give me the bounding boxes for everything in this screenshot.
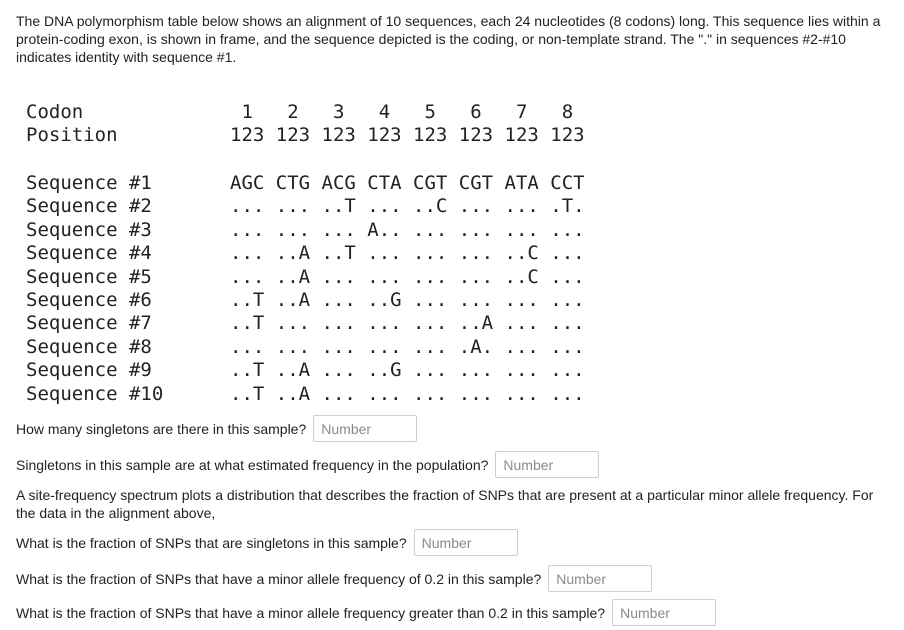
- question-text: What is the fraction of SNPs that are singletons in this sample?: [16, 534, 407, 551]
- sequence-row: [26, 266, 585, 289]
- sequence-nucleotides: ... ... ... ... ... .A. ... ...: [230, 335, 585, 358]
- codon-label: Codon: [26, 101, 84, 123]
- sequence-row: [26, 359, 585, 382]
- sfs-paragraph: A site-frequency spectrum plots a distribution that describes the fraction of SNPs that are present at a particular minor allele frequency. For the data in the alignment above,: [16, 487, 874, 521]
- sequence-label: Sequence #6: [26, 288, 152, 311]
- position-label: Position: [26, 124, 118, 147]
- position-numbers: 123 123 123 123 123 123 123 123: [230, 124, 585, 147]
- singleton-frequency-input[interactable]: [495, 451, 599, 478]
- sequence-label: Sequence #3: [26, 218, 152, 241]
- sequence-row: [26, 219, 585, 242]
- sequence-nucleotides: ... ..A ..T ... ... ... ..C ...: [230, 242, 585, 265]
- maf-gt-0.2-fraction-input[interactable]: [612, 599, 716, 626]
- question-text: Singletons in this sample are at what estimated frequency in the population?: [16, 456, 489, 473]
- sequence-label: Sequence #9: [26, 359, 152, 382]
- sequence-nucleotides: AGC CTG ACG CTA CGT CGT ATA CCT: [230, 172, 585, 194]
- alignment-header: [26, 101, 585, 148]
- sequence-label: Sequence #1: [26, 172, 152, 194]
- question-maf-0.2-fraction: [16, 565, 652, 592]
- sequence-nucleotides: ..T ..A ... ..G ... ... ... ...: [230, 288, 585, 311]
- question-singleton-frequency: [16, 451, 599, 478]
- sequence-nucleotides: ... ..A ... ... ... ... ..C ...: [230, 265, 585, 288]
- sequence-label: Sequence #5: [26, 265, 152, 288]
- sequence-row: [26, 383, 585, 406]
- question-singleton-count: [16, 415, 417, 442]
- maf-0.2-fraction-input[interactable]: [548, 565, 652, 592]
- position-header-row: [26, 124, 585, 147]
- alignment-table: [26, 172, 585, 406]
- sequence-nucleotides: ... ... ... A.. ... ... ... ...: [230, 218, 585, 241]
- intro-text: The DNA polymorphism table below shows an alignment of 10 sequences, each 24 nucleotides (8 codons) long. This sequence lies within a protein-coding exon, is shown in frame, and the sequence depicted is the coding, or non-template strand. The "." in sequences #2-#10 indicates identity with sequence #1.: [16, 13, 881, 65]
- sequence-row: [26, 289, 585, 312]
- codon-numbers: 1 2 3 4 5 6 7 8: [230, 101, 574, 123]
- singleton-count-input[interactable]: [313, 415, 417, 442]
- sequence-row: [26, 336, 585, 359]
- question-text: What is the fraction of SNPs that have a minor allele frequency greater than 0.2 in this sample?: [16, 604, 606, 621]
- question-text: How many singletons are there in this sample?: [16, 420, 307, 437]
- sequence-label: Sequence #4: [26, 242, 152, 265]
- question-text: What is the fraction of SNPs that have a minor allele frequency of 0.2 in this sample?: [16, 570, 542, 587]
- sequence-row: [26, 242, 585, 265]
- sequence-nucleotides: ..T ..A ... ..G ... ... ... ...: [230, 359, 585, 382]
- sequence-row: [26, 312, 585, 335]
- sequence-label: Sequence #8: [26, 335, 152, 358]
- sequence-nucleotides: ..T ..A ... ... ... ... ... ...: [230, 382, 585, 405]
- sequence-label: Sequence #10: [26, 382, 164, 405]
- sequence-label: Sequence #7: [26, 312, 152, 335]
- question-maf-gt-0.2-fraction: [16, 599, 716, 626]
- sequence-nucleotides: ..T ... ... ... ... ..A ... ...: [230, 312, 585, 335]
- singleton-fraction-input[interactable]: [414, 529, 518, 556]
- codon-header-row: [26, 101, 585, 124]
- question-singleton-fraction: [16, 529, 518, 556]
- sequence-nucleotides: ... ... ..T ... ..C ... ... .T.: [230, 195, 585, 218]
- sequence-row: [26, 172, 585, 195]
- sequence-label: Sequence #2: [26, 195, 152, 218]
- sequence-row: [26, 195, 585, 218]
